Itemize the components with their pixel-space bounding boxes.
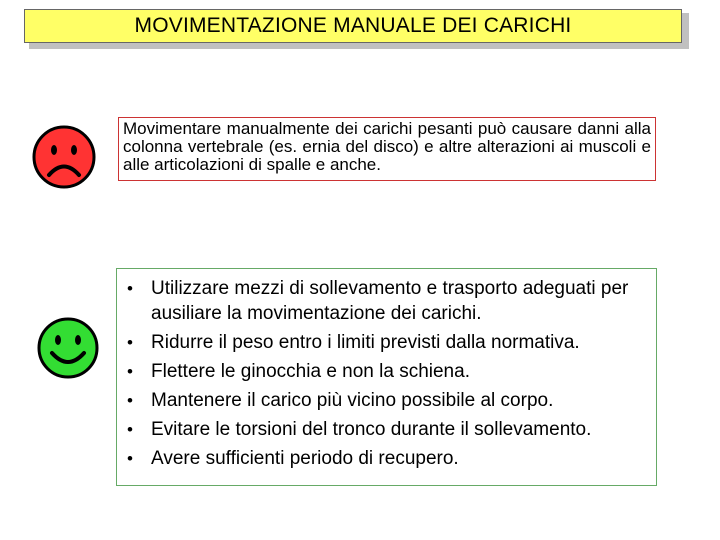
title-banner <box>24 9 682 43</box>
list-item: • Evitare le torsioni del tronco durante il sollevamento. <box>127 419 592 440</box>
page-title: MOVIMENTAZIONE MANUALE DEI CARICHI <box>134 14 572 37</box>
list-item: • Utilizzare mezzi di sollevamento e trasporto adeguati per ausiliare la movimentazione dei carichi. <box>127 278 629 324</box>
happy-face-icon <box>37 317 99 379</box>
list-item: • Flettere le ginocchia e non la schiena. <box>127 361 470 382</box>
warning-text: Movimentare manualmente dei carichi pesanti può causare danni alla colonna vertebrale (es. ernia del disco) e altre alterazioni ai muscoli e alle articolazioni di spalle e anche. <box>123 119 651 174</box>
bullet-icon: • <box>127 362 133 381</box>
list-item: • Avere sufficienti periodo di recupero. <box>127 448 459 469</box>
bullet-icon: • <box>127 449 133 468</box>
bullet-icon: • <box>127 279 133 298</box>
bullet-icon: • <box>127 420 133 439</box>
sad-face-icon <box>32 125 96 189</box>
bullet-icon: • <box>127 333 133 352</box>
bullet-icon: • <box>127 391 133 410</box>
advice-list <box>125 276 652 471</box>
advice-box <box>116 268 657 486</box>
warning-box <box>118 117 656 181</box>
list-item: • Mantenere il carico più vicino possibile al corpo. <box>127 390 554 411</box>
list-item: • Ridurre il peso entro i limiti previsti dalla normativa. <box>127 332 580 353</box>
